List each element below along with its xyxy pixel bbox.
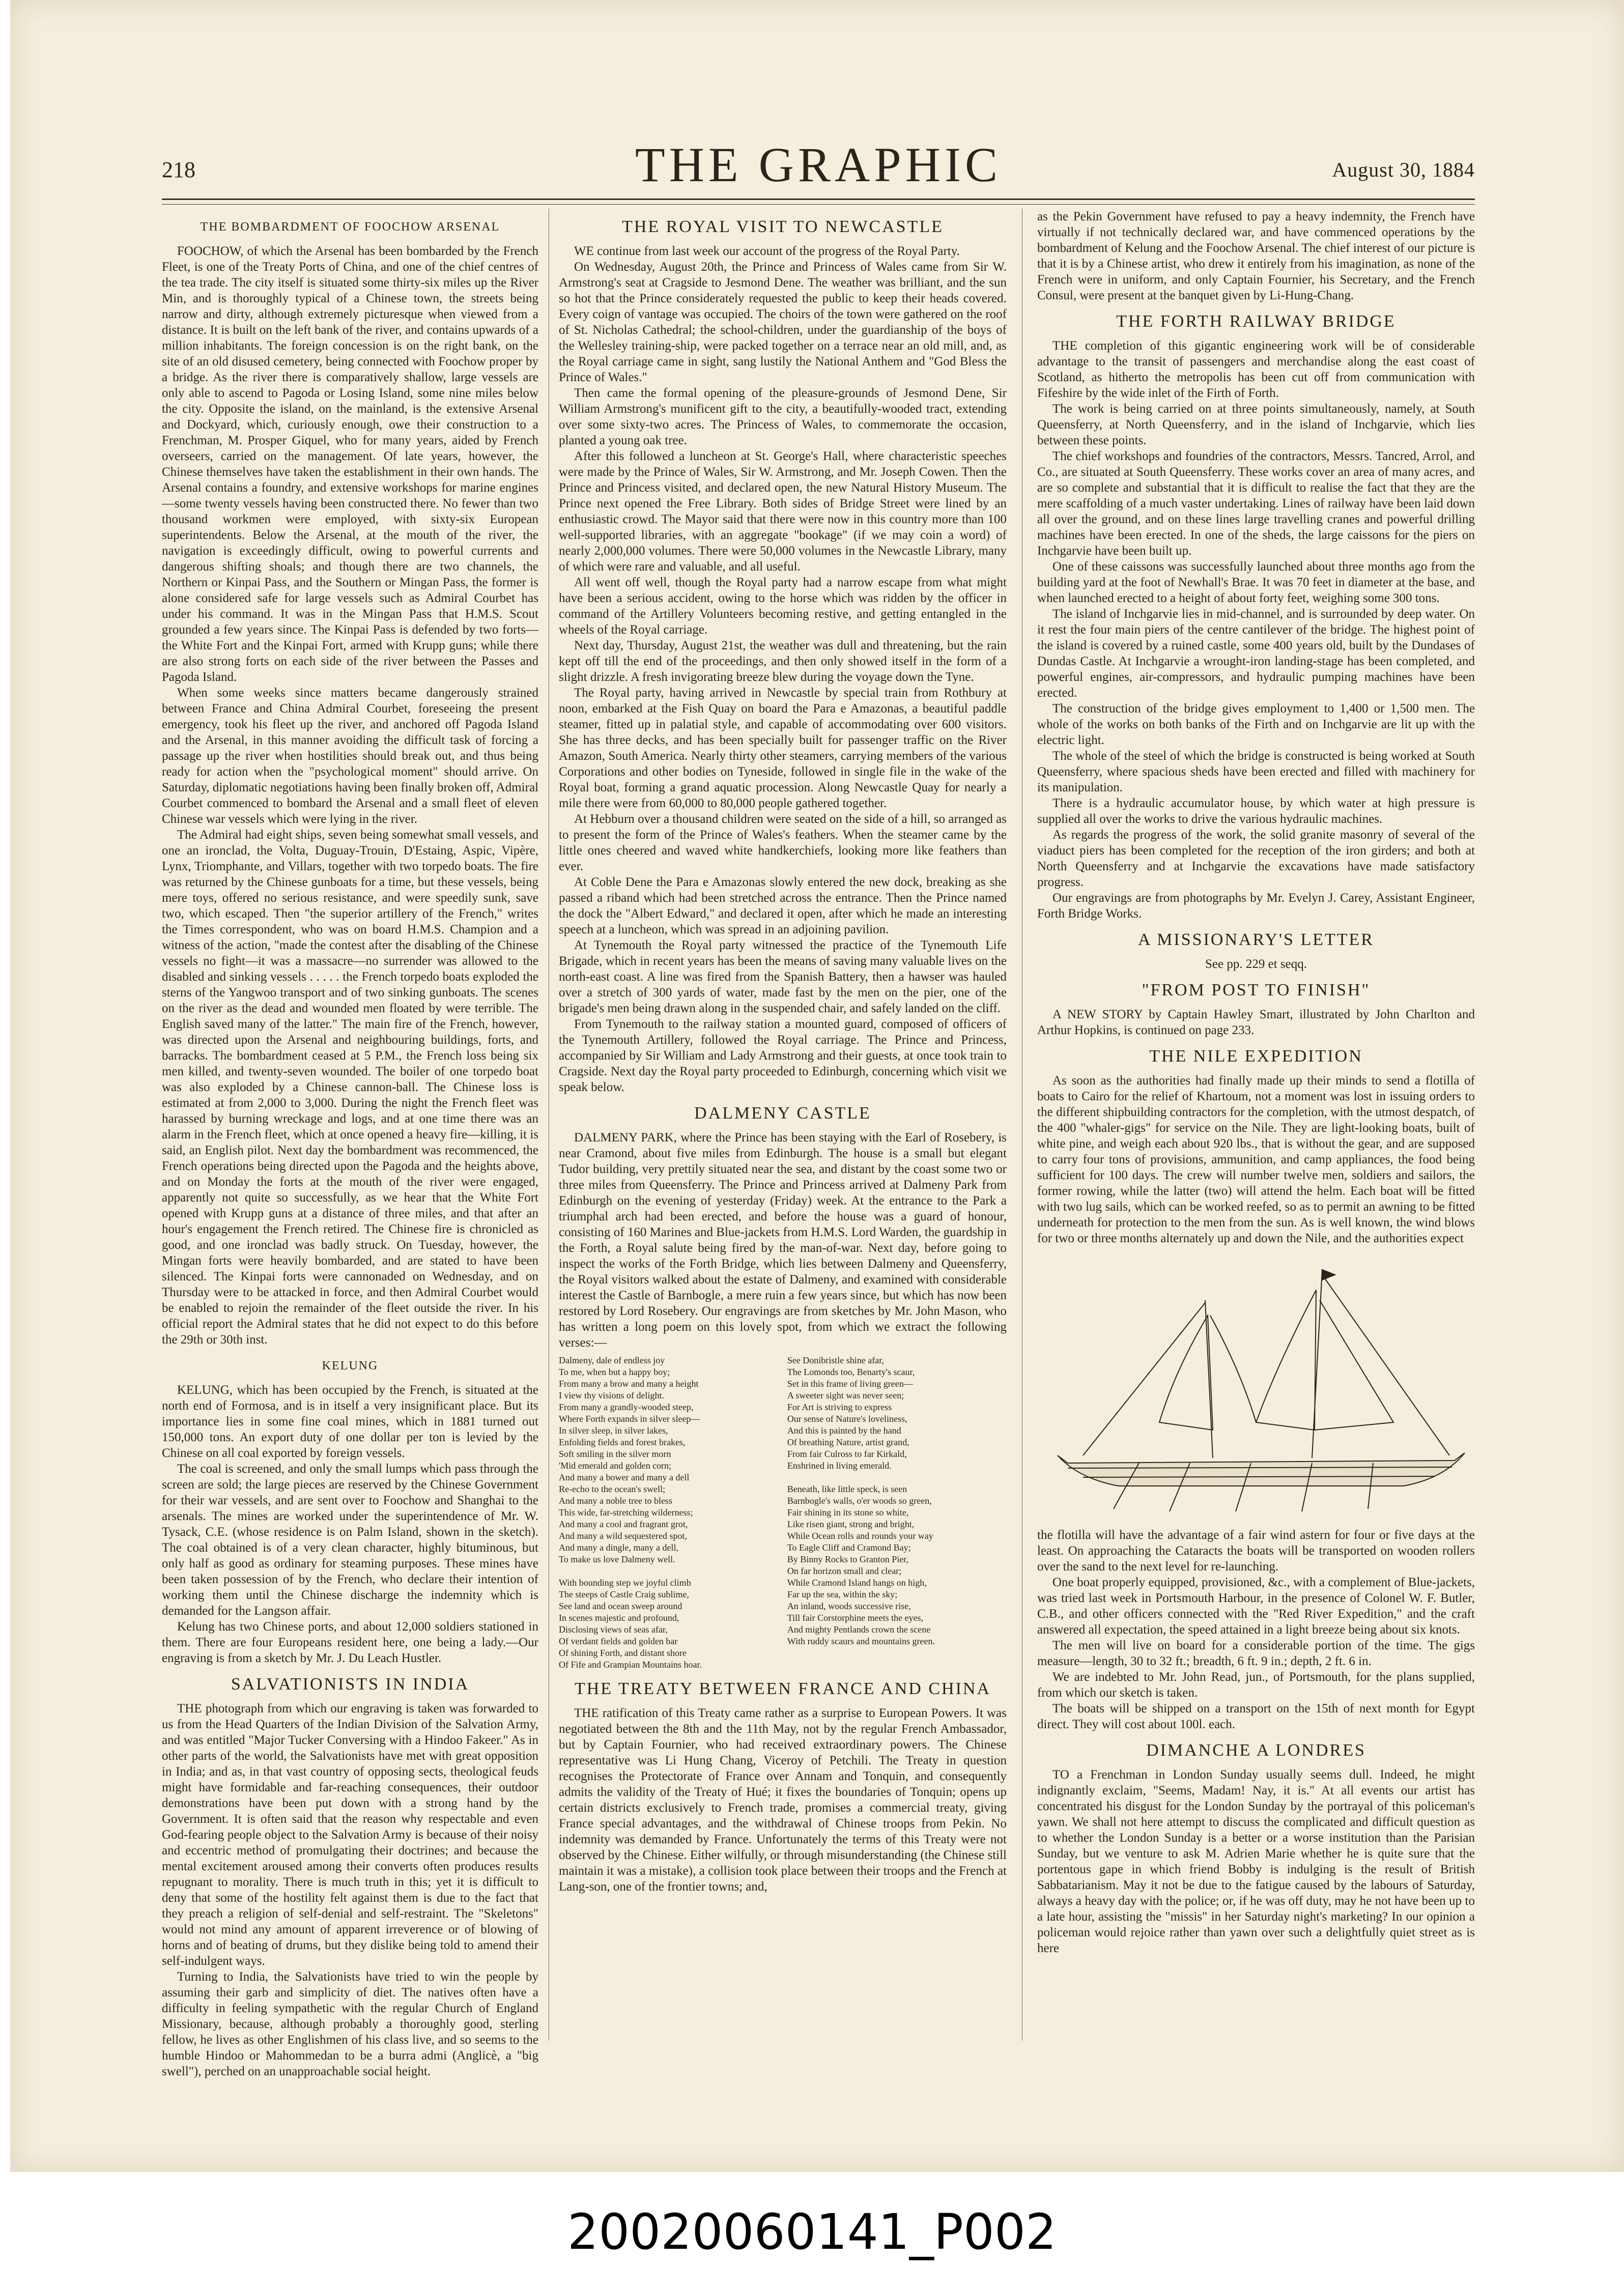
article-heading-royal-visit: THE ROYAL VISIT TO NEWCASTLE (622, 217, 944, 236)
article-paragraph: There is a hydraulic accumulator house, by which water at high pressure is supplied all over the works to drive the various hydraulic machines. (1037, 796, 1475, 826)
article-paragraph: DALMENY PARK, where the Prince has been staying with the Earl of Rosebery, is near Cramond, about five miles from Edinburgh. The house is a small but elegant Tudor building, very prettily situated near the sea, and distant by the coast some two or three miles from Queensferry. The Prince and Princess arrived at Dalmeny Park from Edinburgh on the evening of yesterday (Friday) week. At the entrance to the Park a triumphal arch had been erected, and before the house was a guard of honour, consisting of 160 Marines and Blue-jackets from H.M.S. Lord Warden, the guardship in the Forth, a Royal salute being fired by the man-of-war. Next day, before going to inspect the works of the Forth Bridge, which lies between Dalmeny and Queensferry, the Royal visitors walked about the estate of Dalmeny, and examined with considerable interest the Castle of Barnbogle, a mere ruin a few years since, but which has now been restored by Lord Rosebery. Our engravings are from sketches by Mr. John Mason, who has written a long poem on this lovely spot, from which we extract the following verses:— (559, 1131, 1007, 1350)
article-paragraph: The work is being carried on at three points simultaneously, namely, at South Queensferry, at North Queensferry, and in the island of Inchgarvie, which lies between these points. (1037, 402, 1475, 447)
article-heading-dimanche: DIMANCHE A LONDRES (1146, 1741, 1366, 1760)
column-middle (559, 209, 1007, 2046)
page-number: 218 (162, 157, 195, 182)
newspaper-title: THE GRAPHIC (635, 137, 1002, 192)
article-heading-post-to-finish: "FROM POST TO FINISH" (1142, 981, 1371, 999)
article-heading-treaty: THE TREATY BETWEEN FRANCE AND CHINA (574, 1679, 991, 1698)
article-paragraph: as the Pekin Government have refused to pay a heavy indemnity, the French have virtually if not technically declared war, and have commenced operations by the bombardment of Kelung and the Foochow Arsenal. The chief interest of our picture is that it is by a Chinese artist, who drew it entirely from his imagination, as none of the French were in uniform, and only Captain Fournier, his Secretary, and the French Consul, were present at the banquet given by Li-Hung-Chang. (1037, 210, 1475, 302)
article-paragraph: At Hebburn over a thousand children were seated on the side of a hill, so arranged as to present the form of the Prince of Wales's feathers. When the steamer came by the little ones cheered and waved white handkerchiefs, looking more like feathers than ever. (559, 812, 1007, 873)
column-left (162, 209, 538, 2078)
article-paragraph: At Coble Dene the Para e Amazonas slowly entered the new dock, breaking as she passed a riband which had been stretched across the entrance. Then the Prince named the dock the "Albert Edward," and declared it open, after which he made an interesting speech at a luncheon, which was spread in an adjoining pavilion. (559, 875, 1007, 936)
article-paragraph: After this followed a luncheon at St. George's Hall, where characteristic speeches were made by the Prince of Wales, Sir W. Armstrong, and Mr. Joseph Cowen. Then the Prince and Princess visited, and declared open, the new Natural History Museum. The Prince next opened the Free Library. Both sides of Bridge Street were lined by an enthusiastic crowd. The Mayor said that there were now in this country more than 100 well-supported libraries, with an aggregate "bookage" (if we may coin a word) of nearly 2,000,000 volumes. There were 50,000 volumes in the Newcastle Library, many of which were rare and valuable, and all useful. (559, 449, 1007, 574)
article-paragraph: One of these caissons was successfully launched about three months ago from the building yard at the foot of Newhall's Brae. It was 70 feet in diameter at the base, and when launched erected to a height of about forty feet, weighing some 300 tons. (1037, 560, 1475, 605)
article-paragraph: The Admiral had eight ships, seven being somewhat small vessels, and one an ironclad, the Volta, Duguay-Trouin, D'Estaing, Aspic, Vipère, Lynx, Triomphante, and Villars, together with two torpedo boats. The fire was returned by the Chinese gunboats for a time, but these vessels, being mere toys, offered no serious resistance, and were speedily sunk, save two, which escaped. Then "the superior artillery of the French," writes the Times correspondent, who was on board H.M.S. Champion and a witness of the action, "made the contest after the disabling of the Chinese vessels no fight—it was a massacre—no surrender was allowed to the disabled and sinking vessels . . . . . the French torpedo boats exploded the sterns of the Yangwoo transport and of two sinking gunboats. The scenes on the river as the dead and wounded men floated by were terrible. The English saved many of the latter." The main fire of the French, however, was directed upon the Arsenal and neighbouring buildings, forts, and barracks. The bombardment ceased at 5 P.M., the French loss being six men killed, and twenty-seven wounded. The boiler of one torpedo boat was also exploded by a Chinese cannon-ball. The Chinese loss is estimated at from 2,000 to 3,000. During the night the French fleet was harassed by burning wreckage and logs, and at one time there was an alarm in the French fleet, which at once opened a heavy fire—killing, it is said, an English pilot. Next day the bombardment was recommenced, the French operations being directed upon the Pagoda and the heights above, and on Monday the forts at the mouth of the river were engaged, apparently not quite so successfully, as we hear that the White Fort opened with Krupp guns at a distance of three miles, and that after an hour's engagement the French retired. The Chinese fire is chronicled as good, and one ironclad was badly struck. On Tuesday, however, the Mingan forts were heavily bombarded, and are stated to have been silenced. The Kinpai forts were cannonaded on Wednesday, and on Thursday were to be attacked in force, and then Admiral Courbet would be enabled to rejoin the remainder of the fleet outside the river. In his official report the Admiral states that he did not expect to do this before the 29th or 30th inst. (162, 828, 538, 1347)
article-paragraph: At Tynemouth the Royal party witnessed the practice of the Tynemouth Life Brigade, which in recent years has been the means of saving many valuable lives on the north-east coast. A line was fired from the Spanish Battery, then a hawser was hauled over a stretch of 300 yards of water, made fast by the men on the pier, one of the brigade's men being drawn along in the suspended chair, and safely landed on the cliff. (559, 938, 1007, 1015)
article-paragraph: All went off well, though the Royal party had a narrow escape from what might have been a serious accident, owing to the horse which was ridden by the officer in command of the Artillery Volunteers becoming restive, and getting entangled in the wheels of the Royal carriage. (559, 576, 1007, 637)
article-paragraph: The boats will be shipped on a transport on the 15th of next month for Egypt direct. They will cost about 100l. each. (1037, 1702, 1475, 1731)
article-paragraph: TO a Frenchman in London Sunday usually seems dull. Indeed, he might indignantly exclaim, "Seems, Madam! Nay, it is." At all events our artist has concentrated his disgust for the London Sunday by the portrayal of this policeman's yawn. We shall not here attempt to discuss the complicated and difficult question as to whether the London Sunday is a better or a worse institution than the Parisian Sunday, but we venture to ask M. Adrien Marie whether he is quite sure that the portentous gape in which friend Bobby is indulging is the result of British Sabbatarianism. May it not be due to the fatigue caused by the labours of Saturday, always a heavy day with the police; or, if he was off duty, may he not have been up to a late hour, assisting the "missis" in her Saturday night's marketing? In our opinion a policeman would rejoice rather than yawn over such a delightfully quiet street as is here (1037, 1768, 1475, 1955)
article-paragraph: The construction of the bridge gives employment to 1,400 or 1,500 men. The whole of the works on both banks of the Firth and on Inchgarvie are lit up with the electric light. (1037, 702, 1475, 747)
article-heading-foochow: THE BOMBARDMENT OF FOOCHOW ARSENAL (200, 220, 500, 234)
article-paragraph: As regards the progress of the work, the solid granite masonry of several of the viaduct piers has been completed for the reception of the iron girders; and both at North Queensferry and at Inchgarvie the excavations have made satisfactory progress. (1037, 828, 1475, 889)
article-paragraph: FOOCHOW, of which the Arsenal has been bombarded by the French Fleet, is one of the Treaty Ports of China, and one of the chief centres of the tea trade. The city itself is situated some thirty-six miles up the River Min, and is thoroughly typical of a Chinese town, the streets being narrow and dirty, although extremely picturesque when viewed from a distance. It is built on the left bank of the river, and contains upwards of a million inhabitants. The foreign concession is on the right bank, on the site of an old disused cemetery, being connected with Foochow proper by a bridge. As the river there is comparatively shallow, large vessels are only able to ascend to Pagoda or Losing Island, some nine miles below the city. Opposite the island, on the mainland, is the extensive Arsenal and Dockyard, which, curiously enough, owe their construction to a Frenchman, M. Prosper Giquel, who for many years, aided by French overseers, carried on the management. Of late years, however, the Chinese themselves have taken the establishment in their own hands. The Arsenal contains a foundry, and extensive workshops for marine engines—some twenty vessels having been constructed there. No fewer than two thousand workmen were employed, with sixty-six European superintendents. Below the Arsenal, at the mouth of the river, the navigation is exceedingly difficult, owing to powerful currents and dangerous shifting shoals; and though there are two channels, the Northern or Kinpai Pass, and the Southern or Mingan Pass, the former is alone considered safe for large vessels such as Admiral Courbet has under his command. It was in the Mingan Pass that H.M.S. Scout grounded a few years since. The Kinpai Pass is defended by two forts—the White Fort and the Kinpai Fort, armed with Krupp guns; while there are also strong forts on each side of the river between the Passes and Pagoda Island. (162, 244, 538, 684)
article-paragraph: As soon as the authorities had finally made up their minds to send a flotilla of boats to Cairo for the relief of Khartoum, not a moment was lost in issuing orders to the different shipbuilding contractors for the completion, with the utmost despatch, of the 400 "whaler-gigs" for service on the Nile. They are light-looking boats, built of white pine, and weigh each about 920 lbs., that is without the gear, and are supposed to carry four tons of provisions, ammunition, and camp appliances, the food being sufficient for 100 days. The crew will number twelve men, soldiers and sailors, the former rowing, while the latter (two) will attend the helm. Each boat will be fitted with two lug sails, which can be worked reefed, so as to permit an awning to be fitted underneath for protection to the men from the sun. As is well known, the wind blows for two or three months alternately up and down the Nile, and the authorities expect (1037, 1074, 1475, 1245)
masthead-rule (162, 198, 1475, 205)
article-paragraph: THE completion of this gigantic engineering work will be of considerable advantage to the transit of passengers and merchandise along the east coast of Scotland, as hitherto the metropolis has been cut off from communication with Fifeshire by the wide inlet of the Firth of Forth. (1037, 339, 1475, 400)
article-heading-forth-bridge: THE FORTH RAILWAY BRIDGE (1116, 312, 1396, 331)
article-heading-salvationists: SALVATIONISTS IN INDIA (231, 1675, 470, 1694)
article-paragraph: THE ratification of this Treaty came rather as a surprise to European Powers. It was negotiated between the 8th and the 11th May, not by the regular French Ambassador, but by Captain Fournier, who had received extraordinary powers. The Chinese representative was Li Hung Chang, Viceroy of Petchili. The Treaty in question recognises the Protectorate of France over Annam and Tonquin, and consequently admits the validity of the Treaty of Hué; it fixes the boundaries of Tonquin; opens up certain districts exclusively to French trade, promises a commercial treaty, giving France special advantages, and the withdrawal of Chinese troops from Pekin. No indemnity was demanded by France. Unfortunately the terms of this Treaty were not observed by the Chinese. Either wilfully, or through misunderstanding (the Chinese still maintain it was a mistake), a collision took place between their troops and the French at Lang-son, one of the frontier towns; and, (559, 1706, 1007, 1894)
article-paragraph: The island of Inchgarvie lies in mid-channel, and is surrounded by deep water. On it rest the four main piers of the centre cantilever of the bridge. The highest point of the island is covered by a ruined castle, some 400 years old, built by the Dundases of Dundas Castle. At Inchgarvie a wrought-iron landing-stage has been completed, and powerful engines, air-compressors, and hydraulic pumping machines have been erected. (1037, 607, 1475, 700)
poem-verses (559, 1355, 1007, 1671)
article-paragraph: The whole of the steel of which the bridge is constructed is being worked at South Queensferry, where spacious sheds have been erected and filled with machinery for its manipulation. (1037, 749, 1475, 794)
article-subline: See pp. 229 et seqq. (1205, 957, 1307, 971)
poem-column-left: Dalmeny, dale of endless joy To me, when but a happy boy; From many a brow and many a height I view thy visions of delight. From many a grandly-wooded steep, Where Forth expands in silver sleep— In silver sleep, in silver lakes, Enfolding fields and forest brakes, Soft smiling in the silver morn 'Mid emerald and golden corn; And many a bower and many a dell Re-echo to the ocean's swell; And many a noble tree to bless This wide, far-stretching wilderness; And many a cool and fragrant grot, And many a wild sequestered spot, And many a dingle, many a dell, To make us love Dalmeny well. With bounding step we joyful climb The steeps of Castle Craig sublime, See land and ocean sweep around In scenes majestic and profound, Disclosing views of seas afar, Of verdant fields and golden bar Of shining Forth, and distant shore Of Fife and Grampian Mountains hoar. (559, 1355, 702, 1670)
article-paragraph: Kelung has two Chinese ports, and about 12,000 soldiers stationed in them. There are four Europeans resident here, one being a lady.—Our engraving is from a sketch by Mr. J. Du Leach Hustler. (162, 1620, 538, 1665)
article-paragraph: We are indebted to Mr. John Read, jun., of Portsmouth, for the plans supplied, from which our sketch is taken. (1037, 1670, 1475, 1700)
article-paragraph: Then came the formal opening of the pleasure-grounds of Jesmond Dene, Sir William Armstrong's munificent gift to the city, a beautifully-wooded tract, extending over some sixty-two acres. The Princess of Wales, to commemorate the occasion, planted a young oak tree. (559, 386, 1007, 447)
article-paragraph: Turning to India, the Salvationists have tried to win the people by assuming their garb and simplicity of diet. The natives often have a difficulty in feeling sympathetic with the regular Church of England Missionary, because, although probably a thoroughly good, sterling fellow, he lives as other Englishmen of his class live, and so seems to the humble Hindoo or Mahommedan to be a burra admi (Anglicè, a "big swell"), perched on an unapproachable social height. (162, 1970, 538, 2078)
article-heading-kelung: KELUNG (322, 1359, 379, 1372)
article-heading-dalmeny: DALMENY CASTLE (694, 1104, 871, 1123)
masthead (162, 136, 1475, 192)
article-paragraph: Next day, Thursday, August 21st, the weather was dull and threatening, but the rain kept off till the end of the proceedings, and then only showed itself in the form of a slight drizzle. A fresh invigorating breeze blew during the voyage down the Tyne. (559, 639, 1007, 684)
article-heading-nile: THE NILE EXPEDITION (1149, 1047, 1363, 1066)
article-paragraph: From Tynemouth to the railway station a mounted guard, composed of officers of the Tynemouth Artillery, followed the Royal carriage. The Prince and Princess, accompanied by Sir William and Lady Armstrong and their guests, at once took train to Cragside. Next day the Royal party proceeded to Edinburgh, concerning which visit we speak below. (559, 1017, 1007, 1094)
article-heading-missionary: A MISSIONARY'S LETTER (1138, 930, 1374, 949)
whaler-gig-boat-illustration (1037, 1254, 1475, 1519)
article-paragraph: When some weeks since matters became dangerously strained between France and China Admiral Courbet, foreseeing the present emergency, took his fleet up the river, and anchored off Pagoda Island and the Arsenal, in this manner avoiding the difficult task of forcing a passage up the river when hostilities should break out, and thus being ready for action when the "psychological moment" should arrive. On Saturday, diplomatic negotiations having been finally broken off, Admiral Courbet commenced to bombard the Arsenal and a small fleet of eleven Chinese war vessels which were lying in the river. (162, 686, 538, 826)
catalog-id-caption: 20020060141_P002 (567, 2203, 1057, 2260)
article-paragraph: The men will live on board for a considerable portion of the time. The gigs measure—length, 30 to 32 ft.; breadth, 6 ft. 9 in.; depth, 2 ft. 6 in. (1037, 1639, 1475, 1668)
issue-date: August 30, 1884 (1332, 158, 1475, 181)
article-paragraph: KELUNG, which has been occupied by the French, is situated at the north end of Formosa, and is in itself a very insignificant place. But its importance lies in some fine coal mines, which in 1881 turned out 150,000 tons. An export duty of one dollar per ton is levied by the Chinese on all coal exported by foreign vessels. (162, 1383, 538, 1460)
article-paragraph: THE photograph from which our engraving is taken was forwarded to us from the Head Quarters of the Indian Division of the Salvation Army, and was entitled "Major Tucker Conversing with a Hindoo Fakeer." As in other parts of the world, the Salvationists have met with great opposition in India; and as, in that vast country of opposing sects, theological feuds might have formidable and far-reaching consequences, their outdoor demonstrations have been put down with a strong hand by the Government. It is often said that the reason why respectable and even God-fearing people object to the Salvation Army is because of their noisy and eccentric method of promulgating their doctrines; and because the mental excitement aroused among their converts often produces results repugnant to morality. There is much truth in this; yet it is difficult to deny that some of the hostility felt against them is due to the fact that they preach a religion of self-denial and self-restraint. The "Skeletons" would not mind any amount of apparent irreverence or of blowing of horns and of beating of drums, but they dislike being told to amend their self-indulgent ways. (162, 1702, 538, 1968)
poem-column-right: See Donibristle shine afar, The Lomonds too, Benarty's scaur, Set in this frame of living green— A sweeter sight was never seen; For Art is striving to express Our sense of Nature's loveliness, And this is painted by the hand Of breathing Nature, artist grand, From fair Culross to far Kirkald, Enshrined in living emerald. Beneath, like little speck, is seen Barnbogle's walls, o'er woods so green, Fair shining in its stone so white, Like risen giant, strong and bright, While Ocean rolls and rounds your way To Eagle Cliff and Cramond Bay; By Binny Rocks to Granton Pier, On far horizon small and clear; While Cramond Island hangs on high, Far up the sea, within the sky; An inland, woods successive rise, Till fair Corstorphine meets the eyes, And mighty Pentlands crown the scene With ruddy scaurs and mountains green. (787, 1355, 935, 1646)
article-paragraph: One boat properly equipped, provisioned, &c., with a complement of Blue-jackets, was tried last week in Portsmouth Harbour, in the presence of Colonel W. F. Butler, C.B., and other officers connected with the "Red River Expedition," and the craft answered all expectation, the speed attained in a light breeze being about six knots. (1037, 1576, 1475, 1637)
article-paragraph: The coal is screened, and only the small lumps which pass through the screen are sold; the large pieces are reserved by the Chinese Government for their war vessels, and are sent over to Foochow and Shanghai to the arsenals. The mines are worked under the superintendence of Mr. W. Tysack, C.E. (whose residence is on Palm Island, shown in the sketch). The coal obtained is of a very clean character, highly bituminous, but only half as good as ordinary for steaming purposes. These mines have been taken possession of by the French, who declare their intention of working them until the Chinese discharge the indemnity which is demanded for the Langson affair. (162, 1462, 538, 1618)
article-paragraph: The Royal party, having arrived in Newcastle by special train from Rothbury at noon, embarked at the Fish Quay on board the Para e Amazonas, a beautiful paddle steamer, fitted up in palatial style, and capable of accommodating over 600 visitors. She has three decks, and has been specially built for passenger traffic on the River Amazon, South America. Nearly thirty other steamers, carrying members of the various Corporations and other bodies on Tyneside, followed in single file in the wake of the Royal boat, forming a grand aquatic procession. Along Newcastle Quay for nearly a mile there were from 60,000 to 80,000 people gathered together. (559, 686, 1007, 810)
article-paragraph: The chief workshops and foundries of the contractors, Messrs. Tancred, Arrol, and Co., are situated at South Queensferry. These works cover an area of many acres, and are so complete and substantial that it is difficult to realise the fact that they are the mere scaffolding of a much vaster undertaking. Lines of railway have been laid down all over the ground, and on these lines large travelling cranes and powerful drilling machines have been erected. In one of the sheds, the large caissons for the piers on Inchgarvie have been built up. (1037, 449, 1475, 558)
column-right (1037, 209, 1475, 2046)
article-paragraph: A NEW STORY by Captain Hawley Smart, illustrated by John Charlton and Arthur Hopkins, is continued on page 233. (1037, 1008, 1475, 1037)
article-paragraph: the flotilla will have the advantage of a fair wind astern for four or five days at the least. On approaching the Cataracts the boats will be transported on wooden rollers over the sand to the next level for re-launching. (1037, 1528, 1475, 1573)
newspaper-page (10, 0, 1624, 2172)
article-paragraph: On Wednesday, August 20th, the Prince and Princess of Wales came from Sir W. Armstrong's seat at Cragside to Jesmond Dene. The weather was brilliant, and the sun so hot that the Prince considerately requested the public to keep their heads covered. Every coign of vantage was occupied. The choirs of the town were gathered on the roof of St. Nicholas Cathedral; the school-children, under the guardianship of the boys of the Wellesley training-ship, were packed together on a terrace near an old mill, and, as the Royal carriage came in sight, sang lustily the National Anthem and "God Bless the Prince of Wales." (559, 260, 1007, 384)
article-paragraph: Our engravings are from photographs by Mr. Evelyn J. Carey, Assistant Engineer, Forth Bridge Works. (1037, 891, 1475, 921)
article-paragraph: WE continue from last week our account of the progress of the Royal Party. (574, 244, 960, 258)
